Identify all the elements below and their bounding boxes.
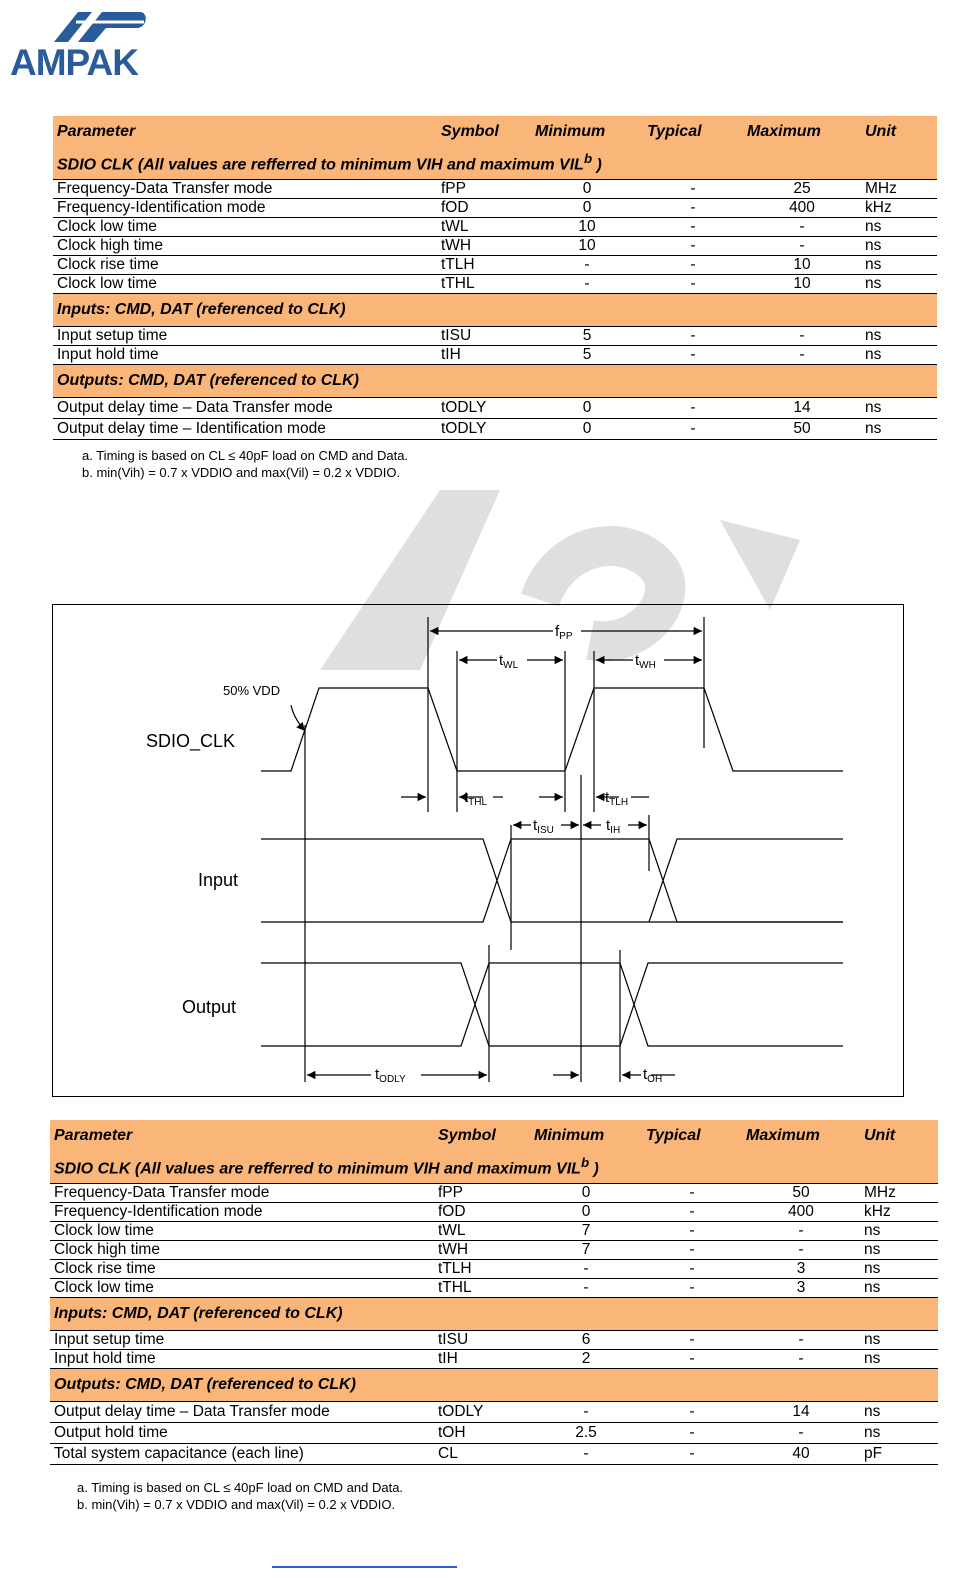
input-waveform-high — [261, 839, 843, 922]
cell-unit: ns — [861, 256, 937, 275]
cell-symbol: fPP — [434, 1184, 530, 1203]
cell-unit: kHz — [860, 1203, 938, 1222]
cell-maximum: 14 — [743, 398, 861, 419]
cell-maximum: - — [742, 1331, 860, 1350]
cell-typical: - — [642, 1423, 742, 1444]
cell-typical: - — [643, 199, 743, 218]
cell-maximum: - — [742, 1350, 860, 1369]
cell-unit: pF — [860, 1444, 938, 1465]
cell-typical: - — [642, 1241, 742, 1260]
cell-parameter: Frequency-Data Transfer mode — [50, 1184, 434, 1203]
cell-minimum: 2.5 — [530, 1423, 642, 1444]
cell-parameter: Clock high time — [53, 237, 437, 256]
cell-symbol: tODLY — [434, 1402, 530, 1423]
footnote-ref: b — [583, 151, 593, 167]
footnote-ref: b — [580, 1155, 590, 1171]
section-title: SDIO CLK (All values are refferred to minimum VIH and maximum VIL — [57, 156, 584, 174]
input-waveform-low — [261, 839, 843, 922]
cell-symbol: tWL — [434, 1222, 530, 1241]
table-header-row — [50, 1120, 938, 1151]
cell-maximum: - — [742, 1241, 860, 1260]
signal-label-clk: SDIO_CLK — [146, 731, 236, 751]
timing-table-default-speed — [53, 116, 937, 440]
table1-footnotes — [82, 447, 408, 481]
cell-maximum: 3 — [742, 1260, 860, 1279]
cell-parameter: Output delay time – Data Transfer mode — [53, 398, 437, 419]
table-row — [53, 256, 937, 275]
header-typical: Typical — [643, 116, 743, 147]
todly-label: $t_{ODLY}$ — [375, 1066, 406, 1085]
ttlh-label: $t_{TLH}$ — [605, 789, 629, 808]
cell-minimum: - — [530, 1444, 642, 1465]
section-inputs — [53, 294, 937, 327]
cell-symbol: tISU — [434, 1331, 530, 1350]
cell-typical: - — [642, 1222, 742, 1241]
cell-minimum: 5 — [531, 327, 643, 346]
cell-parameter: Input hold time — [50, 1350, 434, 1369]
output-waveform-high — [261, 963, 843, 1046]
cell-typical: - — [642, 1402, 742, 1423]
cell-parameter: Clock rise time — [53, 256, 437, 275]
cell-typical: - — [643, 275, 743, 294]
cell-maximum: 400 — [742, 1203, 860, 1222]
cell-symbol: tTLH — [437, 256, 531, 275]
section-title: Outputs: CMD, DAT (referenced to CLK) — [50, 1369, 938, 1402]
cell-maximum: - — [743, 237, 861, 256]
section-title: SDIO CLK (All values are refferred to minimum VIH and maximum VIL — [54, 1160, 581, 1178]
header-unit: Unit — [861, 116, 937, 147]
cell-parameter: Frequency-Identification mode — [50, 1203, 434, 1222]
sdio-timing-diagram — [52, 604, 904, 1097]
table-row — [50, 1184, 938, 1203]
tih-label: $t_{IH}$ — [606, 817, 621, 836]
cell-symbol: tODLY — [437, 419, 531, 440]
cell-symbol: fPP — [437, 180, 531, 199]
cell-unit: ns — [860, 1222, 938, 1241]
cell-symbol: tIH — [434, 1350, 530, 1369]
cell-maximum: 3 — [742, 1279, 860, 1298]
cell-unit: ns — [860, 1402, 938, 1423]
cell-minimum: 7 — [530, 1222, 642, 1241]
cell-unit: ns — [860, 1260, 938, 1279]
cell-maximum: - — [743, 218, 861, 237]
table-row — [50, 1222, 938, 1241]
ampak-logo — [10, 8, 160, 83]
table-row — [50, 1423, 938, 1444]
output-waveform-low — [261, 963, 843, 1046]
cell-symbol: tISU — [437, 327, 531, 346]
cell-parameter: Total system capacitance (each line) — [50, 1444, 434, 1465]
section-title-end: ) — [592, 156, 602, 174]
timing-table-high-speed — [50, 1120, 938, 1465]
cell-typical: - — [642, 1260, 742, 1279]
cell-minimum: - — [530, 1402, 642, 1423]
cell-maximum: 50 — [742, 1184, 860, 1203]
section-outputs — [53, 365, 937, 398]
cell-symbol: tWL — [437, 218, 531, 237]
table-row — [53, 327, 937, 346]
cell-typical: - — [643, 218, 743, 237]
table-row — [50, 1279, 938, 1298]
cell-typical: - — [642, 1279, 742, 1298]
table-row — [53, 237, 937, 256]
cell-unit: ns — [860, 1423, 938, 1444]
twl-label: $t_{WL}$ — [499, 652, 519, 671]
header-minimum: Minimum — [531, 116, 643, 147]
header-minimum: Minimum — [530, 1120, 642, 1151]
cell-unit: kHz — [861, 199, 937, 218]
table-row — [50, 1444, 938, 1465]
header-maximum: Maximum — [742, 1120, 860, 1151]
cell-symbol: tWH — [434, 1241, 530, 1260]
ampak-logo-mark-icon — [48, 8, 148, 44]
cell-maximum: 25 — [743, 180, 861, 199]
cell-minimum: 10 — [531, 237, 643, 256]
footnote-b: b. min(Vih) = 0.7 x VDDIO and max(Vil) = 0.2 x VDDIO. — [82, 465, 401, 480]
cell-typical: - — [642, 1444, 742, 1465]
section-title: Inputs: CMD, DAT (referenced to CLK) — [50, 1298, 938, 1331]
cell-typical: - — [642, 1203, 742, 1222]
table-row — [50, 1260, 938, 1279]
table-row — [53, 419, 937, 440]
header-parameter: Parameter — [50, 1120, 434, 1151]
cell-unit: ns — [861, 327, 937, 346]
table-header-row — [53, 116, 937, 147]
cell-unit: ns — [860, 1350, 938, 1369]
cell-parameter: Clock low time — [53, 218, 437, 237]
header-symbol: Symbol — [437, 116, 531, 147]
cell-minimum: - — [530, 1260, 642, 1279]
header-symbol: Symbol — [434, 1120, 530, 1151]
cell-minimum: 0 — [531, 199, 643, 218]
cell-minimum: 7 — [530, 1241, 642, 1260]
cell-unit: MHz — [861, 180, 937, 199]
table-row — [50, 1203, 938, 1222]
table-row — [50, 1350, 938, 1369]
toh-label: $t_{OH}$ — [643, 1066, 663, 1085]
section-outputs — [50, 1369, 938, 1402]
cell-parameter: Output hold time — [50, 1423, 434, 1444]
cell-maximum: 40 — [742, 1444, 860, 1465]
cell-maximum: 400 — [743, 199, 861, 218]
section-title: Outputs: CMD, DAT (referenced to CLK) — [53, 365, 937, 398]
cell-minimum: 0 — [531, 180, 643, 199]
cell-parameter: Clock high time — [50, 1241, 434, 1260]
cell-minimum: - — [530, 1279, 642, 1298]
cell-parameter: Clock low time — [53, 275, 437, 294]
cell-symbol: tOH — [434, 1423, 530, 1444]
section-sdio-clk — [53, 147, 937, 180]
footnote-a: a. Timing is based on CL ≤ 40pF load on CMD and Data. — [82, 448, 409, 463]
cell-minimum: - — [531, 256, 643, 275]
section-title: Inputs: CMD, DAT (referenced to CLK) — [53, 294, 937, 327]
cell-symbol: tTHL — [437, 275, 531, 294]
cell-minimum: 0 — [531, 398, 643, 419]
cell-unit: ns — [861, 346, 937, 365]
cell-minimum: 0 — [531, 419, 643, 440]
cell-unit: ns — [861, 275, 937, 294]
cell-parameter: Clock rise time — [50, 1260, 434, 1279]
cell-unit: ns — [861, 419, 937, 440]
section-inputs — [50, 1298, 938, 1331]
cell-unit: ns — [860, 1279, 938, 1298]
cell-parameter: Output delay time – Identification mode — [53, 419, 437, 440]
table-row — [53, 199, 937, 218]
tthl-label: $t_{THL}$ — [464, 789, 488, 808]
table-row — [53, 398, 937, 419]
cell-maximum: - — [742, 1222, 860, 1241]
cell-typical: - — [642, 1184, 742, 1203]
cell-typical: - — [642, 1331, 742, 1350]
vdd-label: 50% VDD — [223, 683, 281, 698]
cell-symbol: tTLH — [434, 1260, 530, 1279]
cell-typical: - — [643, 180, 743, 199]
table2-footnotes — [77, 1479, 403, 1513]
table-row — [53, 275, 937, 294]
cell-symbol: tIH — [437, 346, 531, 365]
cell-parameter: Input hold time — [53, 346, 437, 365]
cell-unit: ns — [861, 218, 937, 237]
twh-label: $t_{WH}$ — [635, 652, 656, 671]
footnote-a: a. Timing is based on CL ≤ 40pF load on CMD and Data. — [77, 1480, 404, 1495]
cell-parameter: Output delay time – Data Transfer mode — [50, 1402, 434, 1423]
cell-symbol: tTHL — [434, 1279, 530, 1298]
cell-unit: MHz — [860, 1184, 938, 1203]
cell-parameter: Frequency-Identification mode — [53, 199, 437, 218]
cell-minimum: 6 — [530, 1331, 642, 1350]
cell-parameter: Frequency-Data Transfer mode — [53, 180, 437, 199]
cell-minimum: 5 — [531, 346, 643, 365]
clk-waveform — [261, 688, 843, 771]
cell-parameter: Input setup time — [53, 327, 437, 346]
cell-unit: ns — [861, 237, 937, 256]
footnote-b: b. min(Vih) = 0.7 x VDDIO and max(Vil) = 0.2 x VDDIO. — [77, 1497, 396, 1512]
cell-minimum: 0 — [530, 1203, 642, 1222]
cell-symbol: tWH — [437, 237, 531, 256]
cell-minimum: 2 — [530, 1350, 642, 1369]
cell-parameter: Clock low time — [50, 1222, 434, 1241]
cell-maximum: - — [743, 327, 861, 346]
section-title-end: ) — [589, 1160, 599, 1178]
cell-maximum: 10 — [743, 275, 861, 294]
cell-typical: - — [642, 1350, 742, 1369]
cell-parameter: Clock low time — [50, 1279, 434, 1298]
section-sdio-clk — [50, 1151, 938, 1184]
cell-typical: - — [643, 419, 743, 440]
cell-typical: - — [643, 256, 743, 275]
cell-typical: - — [643, 398, 743, 419]
tisu-label: $t_{ISU}$ — [533, 817, 554, 836]
cell-minimum: 10 — [531, 218, 643, 237]
cell-symbol: CL — [434, 1444, 530, 1465]
signal-label-input: Input — [198, 870, 239, 890]
header-maximum: Maximum — [743, 116, 861, 147]
table-row — [50, 1241, 938, 1260]
cell-symbol: fOD — [434, 1203, 530, 1222]
hyperlink-underline[interactable] — [272, 1566, 457, 1568]
timing-waveforms — [53, 605, 905, 1098]
cell-unit: ns — [860, 1331, 938, 1350]
cell-maximum: 10 — [743, 256, 861, 275]
cell-typical: - — [643, 327, 743, 346]
header-typical: Typical — [642, 1120, 742, 1151]
cell-maximum: 50 — [743, 419, 861, 440]
cell-minimum: 0 — [530, 1184, 642, 1203]
signal-label-output: Output — [182, 997, 237, 1017]
cell-unit: ns — [860, 1241, 938, 1260]
table-row — [53, 218, 937, 237]
table-row — [53, 346, 937, 365]
cell-unit: ns — [861, 398, 937, 419]
table-row — [50, 1331, 938, 1350]
cell-symbol: fOD — [437, 199, 531, 218]
cell-parameter: Input setup time — [50, 1331, 434, 1350]
header-unit: Unit — [860, 1120, 938, 1151]
cell-typical: - — [643, 237, 743, 256]
table-row — [50, 1402, 938, 1423]
cell-maximum: 14 — [742, 1402, 860, 1423]
table-row — [53, 180, 937, 199]
cell-minimum: - — [531, 275, 643, 294]
cell-typical: - — [643, 346, 743, 365]
cell-symbol: tODLY — [437, 398, 531, 419]
cell-maximum: - — [742, 1423, 860, 1444]
fpp-label: $f_{PP}$ — [555, 623, 573, 642]
cell-maximum: - — [743, 346, 861, 365]
brand-name: AMPAK — [10, 42, 138, 83]
header-parameter: Parameter — [53, 116, 437, 147]
